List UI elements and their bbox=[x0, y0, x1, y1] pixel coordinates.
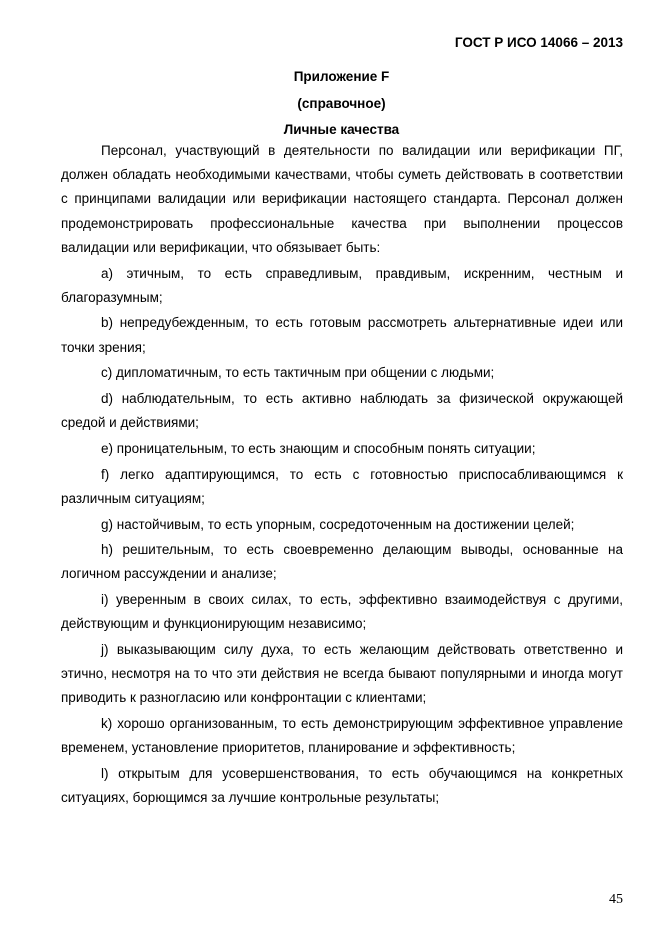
list-item-g: g) настойчивым, то есть упорным, сосредоточенным на достижении целей; bbox=[101, 516, 575, 532]
list-item-k: k) хорошо организованным, то есть демонстрирующим эффективное управление временем, установление приоритетов, планирование и эффективность; bbox=[61, 716, 623, 756]
list-item-d: d) наблюдательным, то есть активно наблюдать за физической окружающей средой и действиями; bbox=[61, 391, 623, 431]
list-item-f: f) легко адаптирующимся, то есть с готовностью приспосабливающимся к различным ситуациям; bbox=[61, 466, 623, 506]
appendix-subtitle: (справочное) bbox=[297, 96, 386, 111]
list-item-a: a) этичным, то есть справедливым, правдивым, искренним, честным и благоразумным; bbox=[61, 265, 623, 305]
list-item-l: l) открытым для усовершенствования, то есть обучающимся на конкретных ситуациях, борющимся за лучшие контрольные результаты; bbox=[61, 766, 623, 806]
appendix-title: Приложение F bbox=[293, 69, 390, 84]
list-item-h: h) решительным, то есть своевременно делающим выводы, основанные на логичном рассуждении и анализе; bbox=[61, 542, 623, 582]
list-item-i: i) уверенным в своих силах, то есть, эффективно взаимодействуя с другими, действующим и функционирующим независимо; bbox=[61, 592, 623, 632]
list-item-b: b) непредубежденным, то есть готовым рассмотреть альтернативные идеи или точки зрения; bbox=[61, 315, 623, 355]
standard-header: ГОСТ Р ИСО 14066 – 2013 bbox=[454, 35, 623, 50]
list-item-e: e) проницательным, то есть знающим и способным понять ситуации; bbox=[101, 440, 536, 456]
list-item-c: c) дипломатичным, то есть тактичным при общении с людьми; bbox=[101, 365, 495, 381]
section-title: Личные качества bbox=[283, 122, 400, 137]
list-item-j: j) выказывающим силу духа, то есть желающим действовать ответственно и этично, несмотря на то что эти действия не всегда бывают популярными и иногда могут приводить к разногласию или конфронтации с клиентами; bbox=[61, 642, 623, 706]
document-body bbox=[61, 139, 623, 812]
intro-paragraph: Персонал, участвующий в деятельности по валидации или верификации ПГ, должен обладать необходимыми качествами, чтобы суметь действовать в соответствии с принципами валидации или верификации настоящего стандарта. Персонал должен продемонстрировать профессиональные качества при выполнении процессов валидации или верификации, что обязывает быть: bbox=[61, 143, 623, 255]
page-number: 45 bbox=[609, 892, 623, 907]
